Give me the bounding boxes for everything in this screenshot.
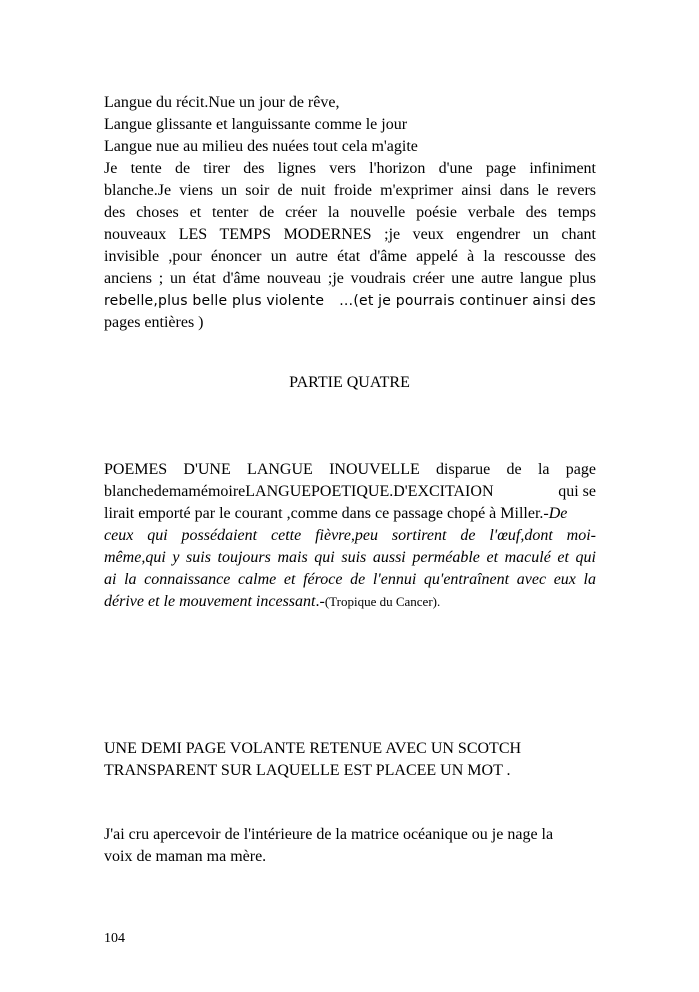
verse-line: Langue glissante et languissante comme le jour [104,116,408,133]
intro-section [104,92,596,334]
closing-section [104,824,596,868]
paragraph-line: Je tente de tirer des lignes vers l'horizon d'une page infiniment [104,160,596,177]
paragraph-line [104,503,596,525]
paragraph-line: POEMES D'UNE LANGUE INOUVELLE disparue de la page [104,461,596,478]
poems-section [104,459,596,613]
sans-line [104,290,596,312]
quote-line: ai la connaissance calme et féroce de l'ennui qu'entraînent avec eux la [104,571,596,588]
quote-dash: .- [315,593,325,610]
paragraph-line-start: blanchedemamémoireLANGUEPOETIQUE.D'EXCITAION [104,483,494,500]
quote-line: ceux qui possédaient cette fièvre,peu sortirent de l'œuf,dont moi- [104,527,596,544]
quote-intro: lirait emporté par le courant ,comme dans ce passage chopé à Miller.- [104,505,549,522]
note-line: UNE DEMI PAGE VOLANTE RETENUE AVEC UN SCOTCH [104,740,522,757]
verse-line: Langue nue au milieu des nuées tout cela m'agite [104,138,418,155]
closing-line: voix de maman ma mère. [104,848,267,865]
scotch-note-section [104,738,596,782]
quote-start: De [548,505,568,522]
paragraph-line: blanche.Je viens un soir de nuit froide m'exprimer ainsi dans le revers [104,182,596,199]
paragraph-line: invisible ,pour énoncer un autre état d'âme appelé à la rescousse des [104,248,596,265]
paragraph-line: nouveaux LES TEMPS MODERNES ;je veux engendrer un chant [104,226,596,243]
quote-end: dérive et le mouvement incessant [104,593,316,610]
paragraph-line [104,481,596,503]
quote-line-last [104,591,596,613]
quote-source: (Tropique du Cancer). [324,594,441,609]
quote-line: même,qui y suis toujours mais qui suis aussi perméable et maculé et qui [104,549,596,566]
verse-line: Langue du récit.Nue un jour de rêve, [104,94,340,111]
paragraph-line: pages entières ) [104,314,204,331]
section-heading: PARTIE QUATRE [289,374,410,391]
sans-line-start: rebelle,plus belle plus violente [104,293,325,309]
sans-line-end: …(et je pourrais continuer ainsi des [339,293,596,309]
paragraph-line: anciens ; un état d'âme nouveau ;je voudrais créer une autre langue plus [104,270,596,287]
closing-line: J'ai cru apercevoir de l'intérieure de la matrice océanique ou je nage la [104,826,554,843]
page-number: 104 [104,931,125,946]
note-line: TRANSPARENT SUR LAQUELLE EST PLACEE UN MOT . [104,762,511,779]
paragraph-line-end: qui se [558,483,596,500]
paragraph-line: des choses et tenter de créer la nouvelle poésie verbale des temps [104,204,596,221]
